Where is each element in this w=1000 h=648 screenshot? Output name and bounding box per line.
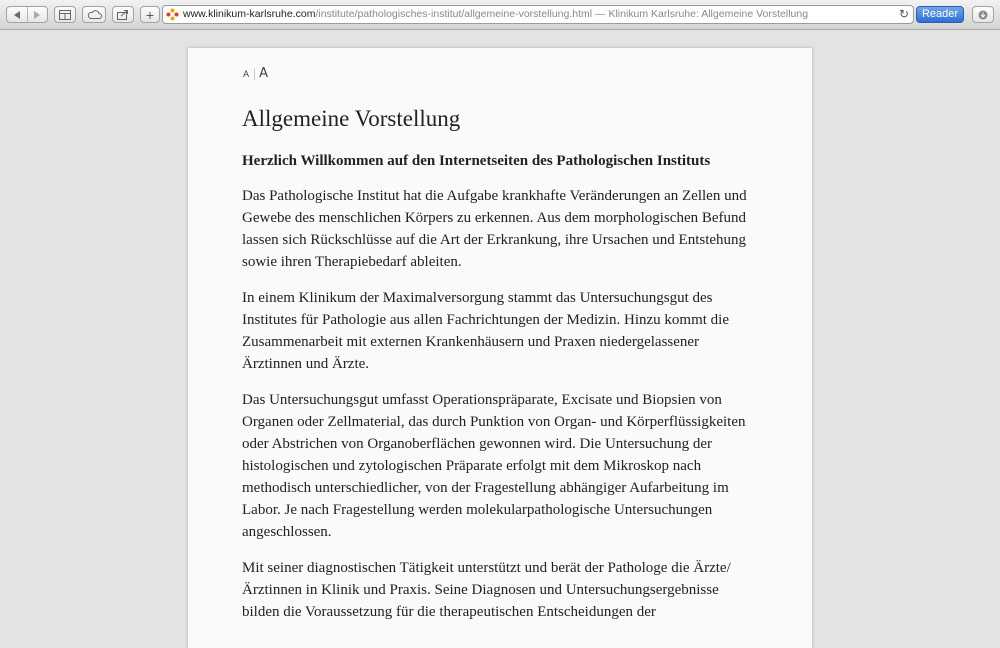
url-path: /institute/pathologisches-institut/allgemeine-vorstellung.html	[315, 8, 593, 20]
share-icon	[117, 9, 129, 20]
browser-toolbar	[0, 0, 1000, 30]
cloud-icon	[87, 10, 102, 19]
reload-icon[interactable]: ↻	[898, 7, 909, 21]
back-arrow-icon	[14, 11, 20, 19]
forward-button[interactable]	[27, 7, 48, 22]
article-paragraph: In einem Klinikum der Maximalversorgung stammt das Untersuchungsgut des Institutes für Pathologie aus allen Fachrichtungen der Medizin. Hinzu kommt die Zusammenarbeit mit externen Krankenhäusern und Praxen niedergelassener Ärztinnen und Ärzte.	[242, 290, 729, 372]
font-size-controls	[243, 66, 268, 81]
forward-arrow-icon	[34, 11, 40, 19]
font-controls-divider	[254, 68, 255, 80]
url-separator: —	[592, 8, 609, 20]
address-bar[interactable]	[162, 5, 914, 24]
increase-font-button[interactable]: A	[259, 66, 269, 81]
article-paragraph: Das Pathologische Institut hat die Aufgabe krankhafte Veränderungen an Zellen und Gewebe des menschlichen Körpers zu erkennen. Aus dem morphologischen Befund lassen sich Rückschlüsse auf die Art der Erkrankung, ihre Ursachen und Entstehung sowie ihren Therapiebedarf ableiten.	[242, 188, 747, 270]
article	[242, 104, 754, 637]
tabs-overview-icon	[59, 10, 71, 20]
url-text	[183, 6, 893, 23]
page-title: Klinikum Karlsruhe: Allgemeine Vorstellung	[608, 8, 809, 20]
article-title: Allgemeine Vorstellung	[242, 106, 461, 131]
article-subtitle: Herzlich Willkommen auf den Internetseiten des Pathologischen Instituts	[242, 153, 711, 169]
new-tab-button[interactable]: +	[140, 6, 160, 23]
download-icon	[978, 10, 988, 20]
show-all-tabs-button[interactable]	[54, 6, 76, 23]
reader-button[interactable]: Reader	[916, 6, 964, 23]
reader-page	[188, 48, 812, 648]
back-button[interactable]	[7, 7, 27, 22]
share-button[interactable]	[112, 6, 134, 23]
article-paragraph: Mit seiner diagnostischen Tätigkeit unterstützt und berät der Pathologe die Ärzte/Ärztinnen in Klinik und Praxis. Seine Diagnosen und Untersuchungsergebnisse bilden die Voraussetzung für die therapeutischen Entscheidungen der	[242, 560, 731, 620]
decrease-font-button[interactable]: A	[243, 70, 250, 80]
back-forward-group	[6, 6, 48, 23]
url-domain: www.klinikum-karlsruhe.com	[183, 8, 316, 20]
icloud-tabs-button[interactable]	[82, 6, 106, 23]
article-paragraph: Das Untersuchungsgut umfasst Operationspräparate, Excisate und Biopsien von Organen oder Zellmaterial, das durch Punktion von Organ- und Körperflüssigkeiten oder Abstrichen von Organoberflächen gewonnen wird. Die Untersuchung der histologischen und zytologischen Präparate erfolgt mit dem Mikroskop nach methodisch unterschiedlicher, von der Fragestellung abhängiger Aufarbeitung im Labor. Je nach Fragestellung werden molekularpathologische Untersuchungen angeschlossen.	[242, 392, 746, 540]
downloads-button[interactable]	[972, 6, 994, 23]
site-favicon-icon	[166, 8, 179, 21]
